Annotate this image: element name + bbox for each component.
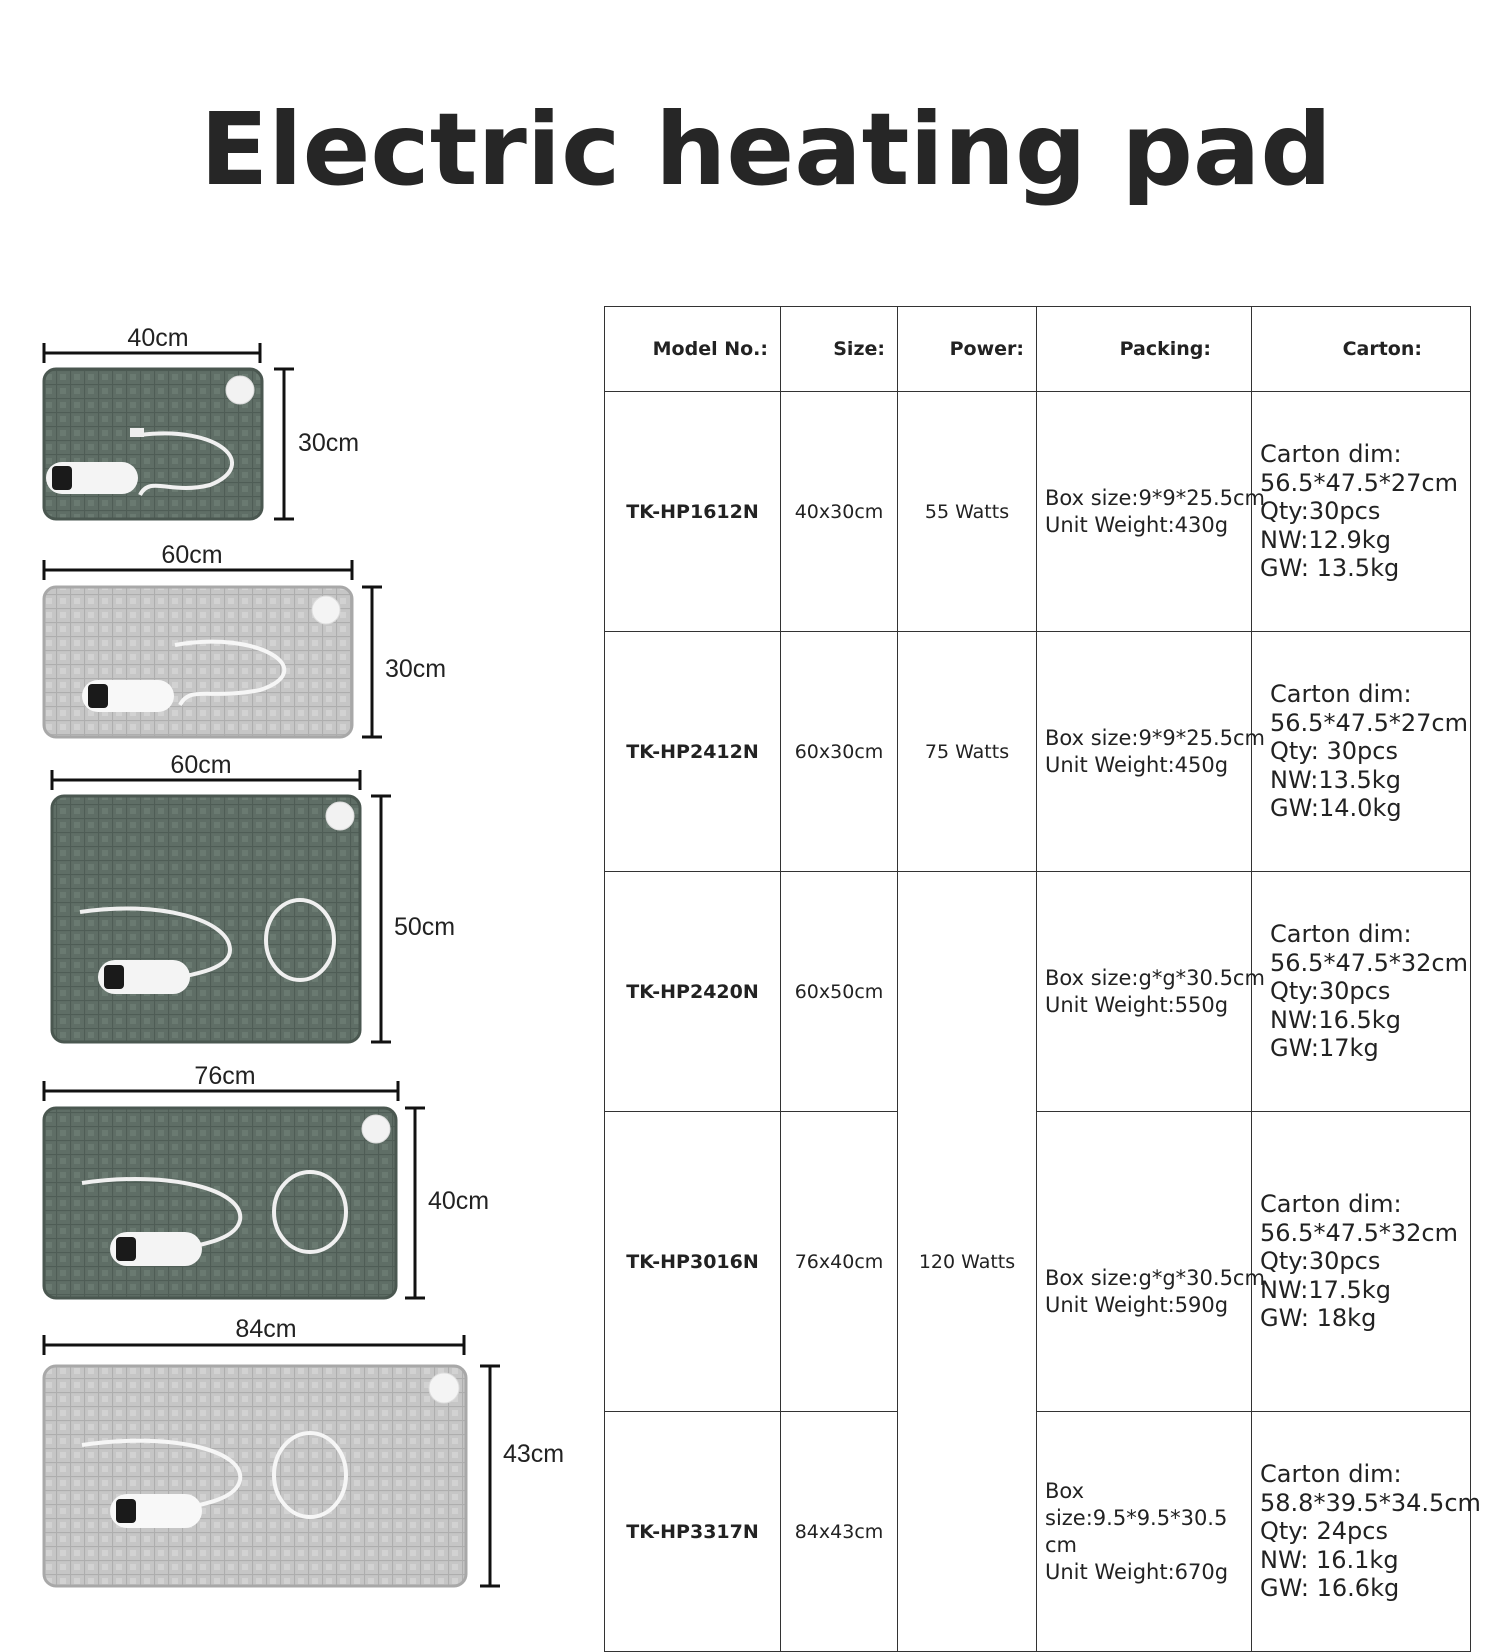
- pad-60x30: [44, 541, 446, 737]
- pad-60x50: [52, 751, 455, 1042]
- cell-size: 60x30cm: [781, 632, 898, 872]
- cell-size: 40x30cm: [781, 392, 898, 632]
- carton-gw: GW:17kg: [1270, 1034, 1379, 1063]
- cell-carton: [1252, 1412, 1481, 1652]
- cell-carton: [1252, 872, 1471, 1112]
- packing-unit-weight: Unit Weight:430g: [1045, 512, 1229, 537]
- carton-gw: GW: 18kg: [1260, 1304, 1377, 1333]
- cell-model: TK-HP3317N: [605, 1412, 781, 1652]
- carton-dim: 58.8*39.5*34.5cm: [1260, 1488, 1481, 1517]
- header-model: Model No.:: [605, 307, 781, 392]
- cell-packing: [1037, 1412, 1252, 1652]
- pad-width-label: 60cm: [161, 541, 223, 569]
- cell-model: TK-HP3016N: [605, 1112, 781, 1412]
- cell-packing: [1037, 392, 1265, 632]
- table-row: [605, 1112, 1471, 1412]
- cell-size: 60x50cm: [781, 872, 898, 1112]
- cell-model: TK-HP1612N: [605, 392, 781, 632]
- cell-power: 75 Watts: [898, 632, 1037, 872]
- table-row: [605, 872, 1471, 1112]
- packing-box-size: Box size:9*9*25.5cm: [1045, 725, 1265, 750]
- carton-dim: 56.5*47.5*32cm: [1270, 948, 1468, 977]
- carton-nw: NW:13.5kg: [1270, 765, 1401, 794]
- carton-dim: 56.5*47.5*27cm: [1260, 468, 1458, 497]
- packing-box-size: Box size:g*g*30.5cm: [1045, 965, 1265, 990]
- carton-nw: NW:17.5kg: [1260, 1275, 1391, 1304]
- carton-dim-label: Carton dim:: [1270, 920, 1412, 949]
- carton-gw: GW:14.0kg: [1270, 794, 1402, 823]
- carton-qty: Qty:30pcs: [1260, 1247, 1381, 1276]
- pad-40x30: [44, 324, 359, 519]
- header-size: Size:: [781, 307, 898, 392]
- page-title: Electric heating pad: [200, 91, 1332, 208]
- carton-qty: Qty: 24pcs: [1260, 1517, 1388, 1546]
- pad-84x43: [44, 1315, 564, 1586]
- carton-qty: Qty: 30pcs: [1270, 737, 1398, 766]
- packing-unit-weight: Unit Weight:670g: [1045, 1559, 1229, 1584]
- pad-width-label: 84cm: [235, 1315, 297, 1343]
- header-packing: Packing:: [1037, 307, 1252, 392]
- pad-76x40: [44, 1062, 489, 1298]
- carton-nw: NW: 16.1kg: [1260, 1545, 1399, 1574]
- pad-height-label: 30cm: [385, 655, 447, 683]
- header-carton: Carton:: [1252, 307, 1471, 392]
- spec-table: [604, 306, 1481, 1652]
- cell-carton: [1252, 632, 1471, 872]
- pad-width-label: 60cm: [170, 751, 232, 779]
- pad-width-label: 76cm: [194, 1062, 256, 1090]
- cell-carton: [1252, 1112, 1471, 1412]
- pad-height-label: 50cm: [394, 913, 456, 941]
- carton-dim: 56.5*47.5*32cm: [1260, 1218, 1458, 1247]
- carton-dim: 56.5*47.5*27cm: [1270, 708, 1468, 737]
- carton-dim-label: Carton dim:: [1260, 1460, 1402, 1489]
- packing-box-size: Box size:9*9*25.5cm: [1045, 485, 1265, 510]
- packing-unit-weight: Unit Weight:590g: [1045, 1292, 1229, 1317]
- carton-dim-label: Carton dim:: [1260, 1190, 1402, 1219]
- table-row: [605, 392, 1471, 632]
- carton-nw: NW:16.5kg: [1270, 1005, 1401, 1034]
- cell-power-merged: 120 Watts: [898, 872, 1037, 1652]
- packing-box-size: Box size:g*g*30.5cm: [1045, 1265, 1265, 1290]
- carton-gw: GW: 16.6kg: [1260, 1574, 1400, 1603]
- table-row: [605, 632, 1471, 872]
- cell-carton: [1252, 392, 1471, 632]
- carton-qty: Qty:30pcs: [1260, 497, 1381, 526]
- cell-size: 84x43cm: [781, 1412, 898, 1652]
- cell-power: 55 Watts: [898, 392, 1037, 632]
- cell-packing: [1037, 872, 1265, 1112]
- carton-qty: Qty:30pcs: [1270, 977, 1391, 1006]
- cell-packing: [1037, 632, 1265, 872]
- carton-gw: GW: 13.5kg: [1260, 554, 1400, 583]
- packing-box-size: Box size:9.5*9.5*30.5 cm: [1045, 1478, 1228, 1557]
- packing-unit-weight: Unit Weight:550g: [1045, 992, 1229, 1017]
- carton-dim-label: Carton dim:: [1270, 680, 1412, 709]
- carton-nw: NW:12.9kg: [1260, 525, 1391, 554]
- cell-model: TK-HP2420N: [605, 872, 781, 1112]
- cell-size: 76x40cm: [781, 1112, 898, 1412]
- header-power: Power:: [898, 307, 1037, 392]
- pad-height-label: 30cm: [298, 429, 360, 457]
- carton-dim-label: Carton dim:: [1260, 440, 1402, 469]
- pad-height-label: 43cm: [503, 1440, 565, 1468]
- pad-illustrations: [0, 300, 580, 1619]
- table-header-row: [605, 307, 1471, 392]
- table-row: [605, 1412, 1471, 1652]
- pad-width-label: 40cm: [127, 324, 189, 352]
- cell-packing: [1037, 1112, 1265, 1412]
- pad-height-label: 40cm: [428, 1187, 490, 1215]
- cell-model: TK-HP2412N: [605, 632, 781, 872]
- packing-unit-weight: Unit Weight:450g: [1045, 752, 1229, 777]
